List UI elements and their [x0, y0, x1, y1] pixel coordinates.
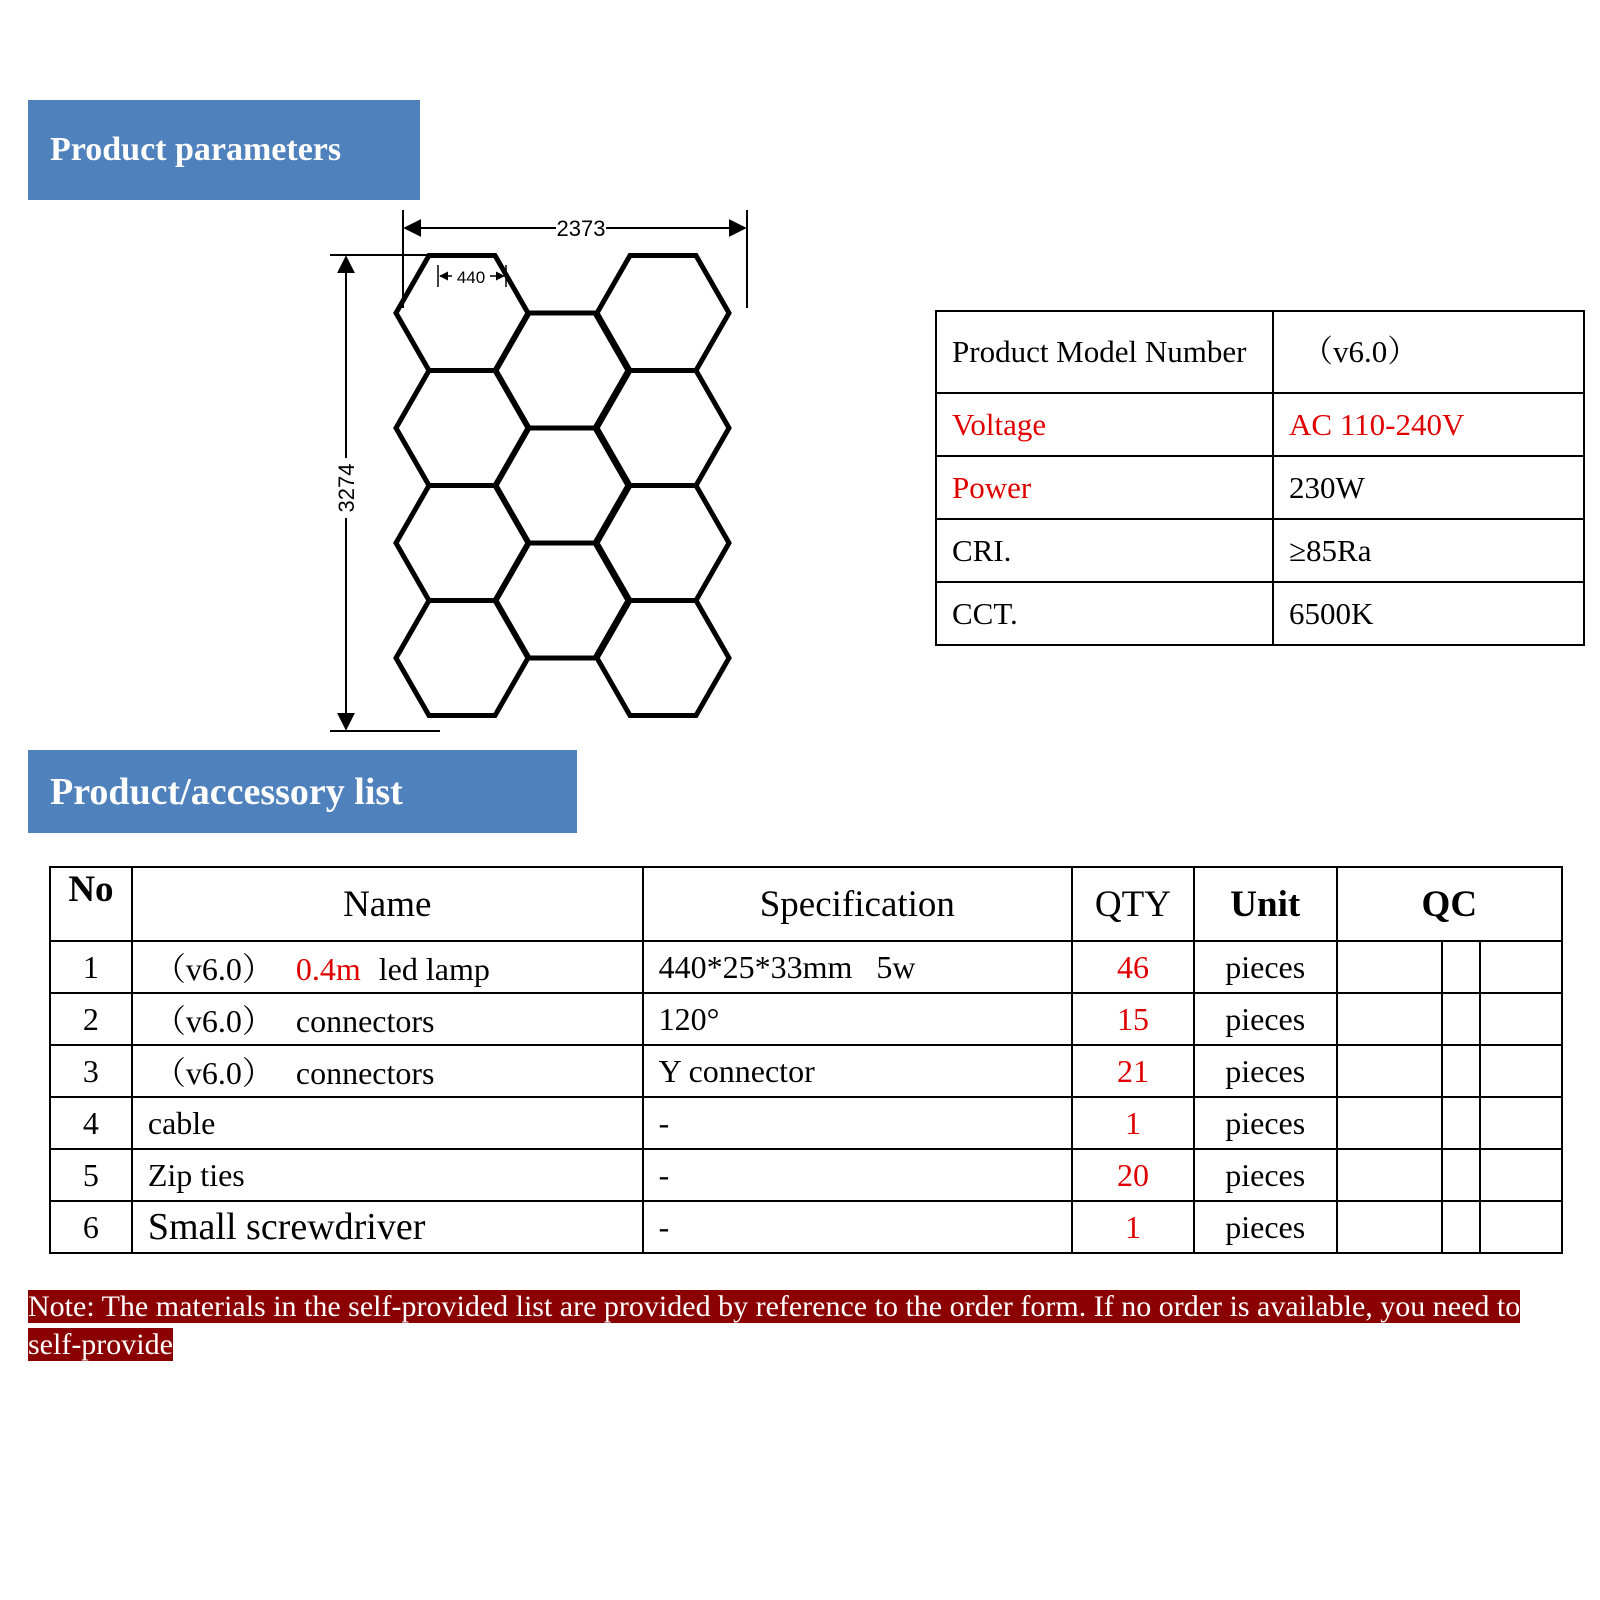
qc-cell: [1337, 1149, 1443, 1201]
qc-cell: [1337, 941, 1443, 993]
item-unit: pieces: [1194, 1149, 1337, 1201]
qc-cell: [1480, 993, 1562, 1045]
item-model-prefix: （v6.0）: [153, 1003, 274, 1039]
item-name: [132, 941, 643, 993]
item-specification: -: [643, 1097, 1072, 1149]
item-specification: 440*25*33mm 5w: [643, 941, 1072, 993]
item-qty: 1: [1072, 1201, 1194, 1253]
item-name: [132, 993, 643, 1045]
section-title: Product/accessory list: [50, 770, 403, 813]
item-qty: 21: [1072, 1045, 1194, 1097]
item-specification: 120°: [643, 993, 1072, 1045]
parameter-row: [936, 393, 1584, 456]
item-name: [132, 1149, 643, 1201]
item-qty: 20: [1072, 1149, 1194, 1201]
qc-cell: [1442, 993, 1480, 1045]
parameter-value: AC 110-240V: [1273, 393, 1584, 456]
parameter-label: CRI.: [936, 519, 1273, 582]
item-name: [132, 1045, 643, 1097]
item-unit: pieces: [1194, 993, 1337, 1045]
parameter-label: Power: [936, 456, 1273, 519]
qc-cell: [1442, 1201, 1480, 1253]
item-qty: 46: [1072, 941, 1194, 993]
qc-cell: [1480, 1097, 1562, 1149]
header-specification: Specification: [643, 867, 1072, 941]
qc-cell: [1442, 941, 1480, 993]
item-qty: 15: [1072, 993, 1194, 1045]
qc-cell: [1480, 1045, 1562, 1097]
row-number: 3: [50, 1045, 132, 1097]
header-name: Name: [132, 867, 643, 941]
section-banner-product-parameters: [28, 100, 420, 200]
item-unit: pieces: [1194, 941, 1337, 993]
table-row: [50, 1149, 1562, 1201]
parameter-label: CCT.: [936, 582, 1273, 645]
row-number: 6: [50, 1201, 132, 1253]
header-qty: QTY: [1072, 867, 1194, 941]
item-name-text: connectors: [295, 1003, 435, 1039]
parameter-label: Voltage: [936, 393, 1273, 456]
qc-cell: [1337, 993, 1443, 1045]
hexagon-grid: [396, 256, 729, 716]
section-banner-accessory-list: [28, 750, 577, 833]
item-unit: pieces: [1194, 1201, 1337, 1253]
item-name: [132, 1097, 643, 1149]
row-number: 5: [50, 1149, 132, 1201]
item-unit: pieces: [1194, 1097, 1337, 1149]
item-model-prefix: （v6.0）: [153, 951, 274, 987]
parameter-row: [936, 519, 1584, 582]
qc-cell: [1337, 1045, 1443, 1097]
header-unit: Unit: [1194, 867, 1337, 941]
note-text: Note: The materials in the self-provided list are provided by reference to the order form. If no order is available, you need to self-provide: [28, 1290, 1521, 1361]
parameter-row: [936, 582, 1584, 645]
table-row: [50, 941, 1562, 993]
product-parameters-table: [935, 310, 1585, 646]
row-number: 2: [50, 993, 132, 1045]
hex-side-dimension-label: 440: [456, 268, 486, 287]
header-qc: QC: [1337, 867, 1562, 941]
qc-cell: [1442, 1097, 1480, 1149]
parameter-label: Product Model Number: [936, 311, 1273, 393]
table-row: [50, 993, 1562, 1045]
item-name-text: led lamp: [378, 951, 490, 987]
table-row: [50, 1045, 1562, 1097]
parameter-row: [936, 456, 1584, 519]
item-specification: -: [643, 1201, 1072, 1253]
table-header-row: [50, 867, 1562, 941]
item-length-highlight: 0.4m: [295, 951, 361, 987]
qc-cell: [1480, 1149, 1562, 1201]
hexagon-layout-diagram: [330, 205, 750, 750]
item-name-text: Zip ties: [147, 1156, 245, 1193]
item-specification: -: [643, 1149, 1072, 1201]
item-name-text: connectors: [295, 1055, 435, 1091]
height-dimension-label: 3274: [334, 463, 359, 513]
item-name-text: cable: [147, 1104, 216, 1141]
qc-cell: [1337, 1201, 1443, 1253]
item-qty: 1: [1072, 1097, 1194, 1149]
parameter-value: 6500K: [1273, 582, 1584, 645]
width-dimension-label: 2373: [556, 216, 606, 241]
header-no: No: [50, 867, 132, 941]
item-unit: pieces: [1194, 1045, 1337, 1097]
section-title: Product parameters: [50, 131, 342, 168]
qc-cell: [1480, 941, 1562, 993]
parameter-row: [936, 311, 1584, 393]
qc-cell: [1480, 1201, 1562, 1253]
table-row: [50, 1097, 1562, 1149]
qc-cell: [1442, 1149, 1480, 1201]
parameter-value: 230W: [1273, 456, 1584, 519]
accessory-list-table: [49, 866, 1563, 1254]
parameter-value: （v6.0）: [1273, 311, 1584, 393]
item-name: [132, 1201, 643, 1253]
item-name-text: Small screwdriver: [147, 1206, 426, 1248]
item-specification: Y connector: [643, 1045, 1072, 1097]
row-number: 1: [50, 941, 132, 993]
qc-cell: [1337, 1097, 1443, 1149]
row-number: 4: [50, 1097, 132, 1149]
item-model-prefix: （v6.0）: [153, 1055, 274, 1091]
parameter-value: ≥85Ra: [1273, 519, 1584, 582]
table-row: [50, 1201, 1562, 1253]
qc-cell: [1442, 1045, 1480, 1097]
